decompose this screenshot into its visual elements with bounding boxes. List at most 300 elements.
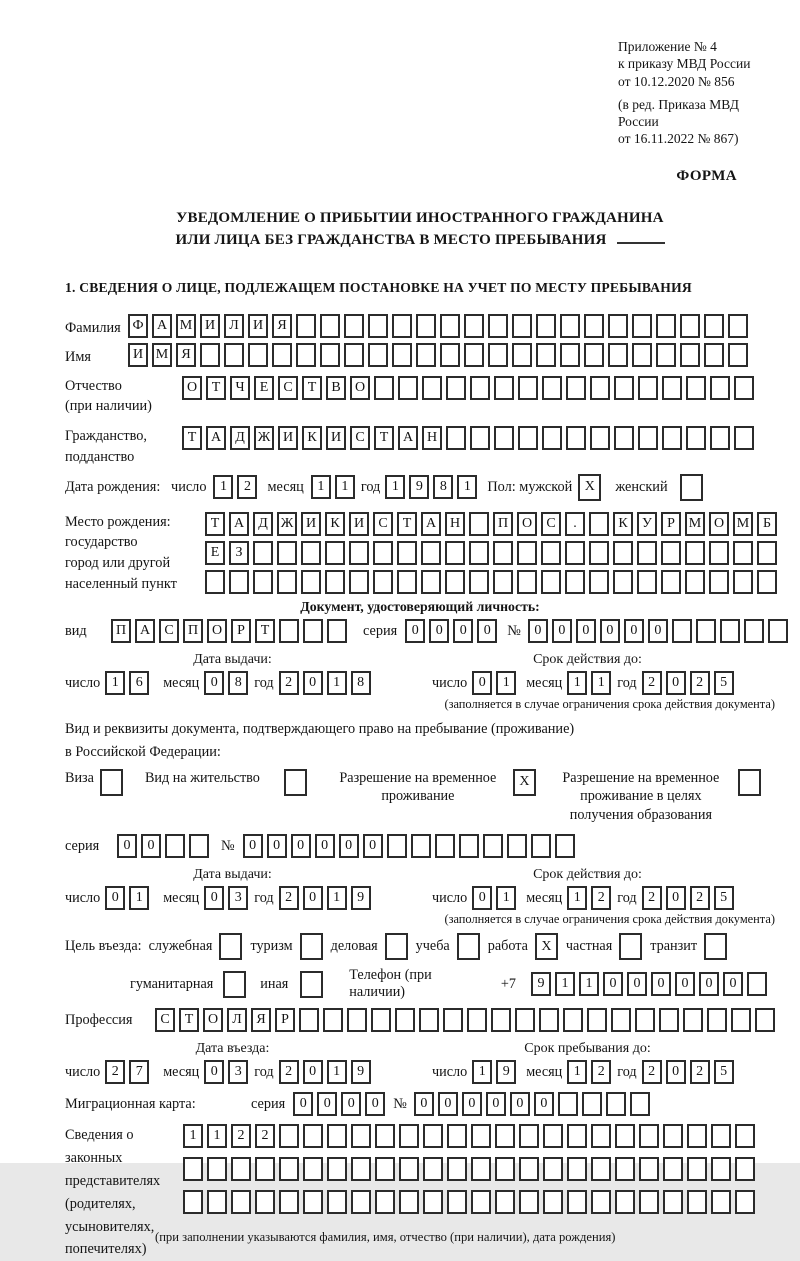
char-cell[interactable]: 1 bbox=[555, 972, 575, 996]
char-cell[interactable]: 0 bbox=[600, 619, 620, 643]
char-cell[interactable]: 2 bbox=[642, 671, 662, 695]
char-cell[interactable] bbox=[279, 1157, 299, 1181]
char-cell[interactable] bbox=[584, 343, 604, 367]
char-cell[interactable] bbox=[277, 541, 297, 565]
char-cell[interactable]: 0 bbox=[472, 886, 492, 910]
char-cell[interactable]: Я bbox=[272, 314, 292, 338]
char-cell[interactable]: 0 bbox=[648, 619, 668, 643]
char-cell[interactable]: 0 bbox=[666, 886, 686, 910]
char-cell[interactable] bbox=[488, 343, 508, 367]
char-cell[interactable]: 9 bbox=[409, 475, 429, 499]
char-cell[interactable] bbox=[662, 376, 682, 400]
char-cell[interactable] bbox=[656, 343, 676, 367]
char-cell[interactable]: 1 bbox=[567, 886, 587, 910]
char-cell[interactable]: К bbox=[325, 512, 345, 536]
char-cell[interactable] bbox=[518, 376, 538, 400]
checkbox-cell[interactable] bbox=[385, 933, 408, 960]
char-cell[interactable]: 9 bbox=[351, 886, 371, 910]
char-cell[interactable]: 0 bbox=[405, 619, 425, 643]
char-cell[interactable] bbox=[447, 1157, 467, 1181]
char-cell[interactable] bbox=[493, 541, 513, 565]
char-cell[interactable] bbox=[768, 619, 788, 643]
char-cell[interactable] bbox=[519, 1157, 539, 1181]
char-cell[interactable] bbox=[565, 570, 585, 594]
char-cell[interactable]: 0 bbox=[486, 1092, 506, 1116]
char-cell[interactable] bbox=[536, 314, 556, 338]
char-cell[interactable]: С bbox=[350, 426, 370, 450]
char-cell[interactable] bbox=[435, 834, 455, 858]
char-cell[interactable] bbox=[615, 1157, 635, 1181]
char-cell[interactable]: 0 bbox=[477, 619, 497, 643]
char-cell[interactable]: С bbox=[373, 512, 393, 536]
char-cell[interactable] bbox=[443, 1008, 463, 1032]
char-cell[interactable] bbox=[447, 1124, 467, 1148]
char-cell[interactable]: 1 bbox=[327, 1060, 347, 1084]
char-cell[interactable]: 1 bbox=[591, 671, 611, 695]
char-cell[interactable]: И bbox=[326, 426, 346, 450]
char-cell[interactable]: 0 bbox=[267, 834, 287, 858]
char-cell[interactable] bbox=[464, 343, 484, 367]
char-cell[interactable] bbox=[639, 1124, 659, 1148]
char-cell[interactable] bbox=[543, 1190, 563, 1214]
char-cell[interactable] bbox=[423, 1157, 443, 1181]
char-cell[interactable]: П bbox=[493, 512, 513, 536]
checkbox-cell[interactable] bbox=[457, 933, 480, 960]
char-cell[interactable] bbox=[470, 376, 490, 400]
char-cell[interactable] bbox=[663, 1124, 683, 1148]
char-cell[interactable]: 0 bbox=[363, 834, 383, 858]
char-cell[interactable]: Б bbox=[757, 512, 777, 536]
char-cell[interactable] bbox=[531, 834, 551, 858]
char-cell[interactable]: 0 bbox=[141, 834, 161, 858]
char-cell[interactable]: 0 bbox=[462, 1092, 482, 1116]
char-cell[interactable]: 8 bbox=[433, 475, 453, 499]
char-cell[interactable]: 1 bbox=[207, 1124, 227, 1148]
checkbox-cell[interactable] bbox=[100, 769, 123, 796]
char-cell[interactable]: Т bbox=[179, 1008, 199, 1032]
char-cell[interactable]: 9 bbox=[351, 1060, 371, 1084]
char-cell[interactable] bbox=[589, 570, 609, 594]
char-cell[interactable]: У bbox=[637, 512, 657, 536]
char-cell[interactable] bbox=[659, 1008, 679, 1032]
char-cell[interactable] bbox=[399, 1190, 419, 1214]
char-cell[interactable]: О bbox=[709, 512, 729, 536]
char-cell[interactable] bbox=[296, 343, 316, 367]
char-cell[interactable] bbox=[686, 376, 706, 400]
char-cell[interactable] bbox=[683, 1008, 703, 1032]
char-cell[interactable] bbox=[720, 619, 740, 643]
char-cell[interactable]: 2 bbox=[255, 1124, 275, 1148]
char-cell[interactable]: Т bbox=[302, 376, 322, 400]
char-cell[interactable] bbox=[303, 619, 323, 643]
char-cell[interactable] bbox=[327, 1124, 347, 1148]
char-cell[interactable]: 0 bbox=[317, 1092, 337, 1116]
char-cell[interactable] bbox=[614, 376, 634, 400]
char-cell[interactable] bbox=[399, 1157, 419, 1181]
char-cell[interactable] bbox=[447, 1190, 467, 1214]
char-cell[interactable] bbox=[747, 972, 767, 996]
char-cell[interactable] bbox=[589, 512, 609, 536]
char-cell[interactable] bbox=[183, 1157, 203, 1181]
checkbox-cell[interactable]: X bbox=[535, 933, 558, 960]
char-cell[interactable] bbox=[398, 376, 418, 400]
char-cell[interactable] bbox=[344, 314, 364, 338]
char-cell[interactable] bbox=[744, 619, 764, 643]
char-cell[interactable] bbox=[680, 343, 700, 367]
char-cell[interactable]: В bbox=[326, 376, 346, 400]
char-cell[interactable] bbox=[419, 1008, 439, 1032]
char-cell[interactable]: 5 bbox=[714, 1060, 734, 1084]
char-cell[interactable]: Т bbox=[374, 426, 394, 450]
char-cell[interactable] bbox=[707, 1008, 727, 1032]
char-cell[interactable] bbox=[517, 570, 537, 594]
char-cell[interactable]: Л bbox=[227, 1008, 247, 1032]
char-cell[interactable] bbox=[560, 343, 580, 367]
char-cell[interactable] bbox=[459, 834, 479, 858]
char-cell[interactable]: Р bbox=[231, 619, 251, 643]
char-cell[interactable]: С bbox=[155, 1008, 175, 1032]
char-cell[interactable] bbox=[470, 426, 490, 450]
char-cell[interactable] bbox=[327, 619, 347, 643]
char-cell[interactable]: 2 bbox=[642, 1060, 662, 1084]
char-cell[interactable] bbox=[733, 570, 753, 594]
char-cell[interactable] bbox=[494, 426, 514, 450]
char-cell[interactable] bbox=[711, 1124, 731, 1148]
char-cell[interactable] bbox=[704, 314, 724, 338]
char-cell[interactable] bbox=[207, 1157, 227, 1181]
char-cell[interactable] bbox=[301, 570, 321, 594]
char-cell[interactable] bbox=[368, 343, 388, 367]
char-cell[interactable] bbox=[253, 541, 273, 565]
char-cell[interactable]: 0 bbox=[627, 972, 647, 996]
char-cell[interactable] bbox=[711, 1190, 731, 1214]
char-cell[interactable] bbox=[421, 541, 441, 565]
char-cell[interactable]: 1 bbox=[335, 475, 355, 499]
char-cell[interactable]: Ф bbox=[128, 314, 148, 338]
char-cell[interactable]: 0 bbox=[243, 834, 263, 858]
char-cell[interactable]: 2 bbox=[279, 886, 299, 910]
char-cell[interactable] bbox=[491, 1008, 511, 1032]
char-cell[interactable] bbox=[656, 314, 676, 338]
char-cell[interactable]: 2 bbox=[690, 671, 710, 695]
char-cell[interactable]: 0 bbox=[534, 1092, 554, 1116]
char-cell[interactable]: 0 bbox=[438, 1092, 458, 1116]
char-cell[interactable]: Е bbox=[254, 376, 274, 400]
char-cell[interactable] bbox=[639, 1157, 659, 1181]
char-cell[interactable]: Ж bbox=[277, 512, 297, 536]
char-cell[interactable] bbox=[469, 541, 489, 565]
char-cell[interactable] bbox=[632, 343, 652, 367]
char-cell[interactable]: 0 bbox=[603, 972, 623, 996]
char-cell[interactable]: О bbox=[207, 619, 227, 643]
char-cell[interactable]: . bbox=[565, 512, 585, 536]
char-cell[interactable] bbox=[662, 426, 682, 450]
char-cell[interactable] bbox=[734, 376, 754, 400]
char-cell[interactable] bbox=[755, 1008, 775, 1032]
char-cell[interactable] bbox=[637, 541, 657, 565]
char-cell[interactable] bbox=[639, 1190, 659, 1214]
char-cell[interactable]: М bbox=[685, 512, 705, 536]
char-cell[interactable]: 1 bbox=[496, 671, 516, 695]
char-cell[interactable] bbox=[200, 343, 220, 367]
char-cell[interactable] bbox=[558, 1092, 578, 1116]
char-cell[interactable] bbox=[320, 343, 340, 367]
char-cell[interactable]: 7 bbox=[129, 1060, 149, 1084]
char-cell[interactable]: Р bbox=[275, 1008, 295, 1032]
char-cell[interactable] bbox=[416, 343, 436, 367]
char-cell[interactable]: 1 bbox=[496, 886, 516, 910]
char-cell[interactable] bbox=[471, 1157, 491, 1181]
char-cell[interactable]: 0 bbox=[303, 671, 323, 695]
char-cell[interactable] bbox=[638, 426, 658, 450]
char-cell[interactable] bbox=[421, 570, 441, 594]
char-cell[interactable] bbox=[303, 1190, 323, 1214]
char-cell[interactable] bbox=[587, 1008, 607, 1032]
checkbox-cell[interactable] bbox=[680, 474, 703, 501]
char-cell[interactable]: Я bbox=[251, 1008, 271, 1032]
char-cell[interactable]: 0 bbox=[453, 619, 473, 643]
char-cell[interactable] bbox=[709, 570, 729, 594]
char-cell[interactable]: 1 bbox=[327, 671, 347, 695]
char-cell[interactable] bbox=[375, 1157, 395, 1181]
char-cell[interactable] bbox=[229, 570, 249, 594]
char-cell[interactable]: 1 bbox=[385, 475, 405, 499]
char-cell[interactable] bbox=[517, 541, 537, 565]
char-cell[interactable]: Д bbox=[253, 512, 273, 536]
char-cell[interactable]: 5 bbox=[714, 671, 734, 695]
char-cell[interactable] bbox=[515, 1008, 535, 1032]
char-cell[interactable] bbox=[375, 1124, 395, 1148]
char-cell[interactable] bbox=[512, 314, 532, 338]
char-cell[interactable]: А bbox=[229, 512, 249, 536]
char-cell[interactable] bbox=[411, 834, 431, 858]
char-cell[interactable] bbox=[467, 1008, 487, 1032]
char-cell[interactable]: 0 bbox=[666, 671, 686, 695]
char-cell[interactable]: 2 bbox=[690, 886, 710, 910]
char-cell[interactable] bbox=[711, 1157, 731, 1181]
char-cell[interactable] bbox=[422, 376, 442, 400]
char-cell[interactable]: 0 bbox=[291, 834, 311, 858]
char-cell[interactable] bbox=[734, 426, 754, 450]
char-cell[interactable] bbox=[469, 512, 489, 536]
char-cell[interactable]: Н bbox=[422, 426, 442, 450]
char-cell[interactable]: 0 bbox=[472, 671, 492, 695]
char-cell[interactable] bbox=[590, 426, 610, 450]
char-cell[interactable]: 8 bbox=[351, 671, 371, 695]
char-cell[interactable] bbox=[397, 541, 417, 565]
char-cell[interactable] bbox=[606, 1092, 626, 1116]
char-cell[interactable] bbox=[687, 1124, 707, 1148]
char-cell[interactable] bbox=[541, 570, 561, 594]
char-cell[interactable] bbox=[296, 314, 316, 338]
char-cell[interactable] bbox=[710, 376, 730, 400]
char-cell[interactable]: Д bbox=[230, 426, 250, 450]
char-cell[interactable]: 0 bbox=[365, 1092, 385, 1116]
char-cell[interactable] bbox=[231, 1190, 251, 1214]
char-cell[interactable] bbox=[542, 426, 562, 450]
char-cell[interactable] bbox=[279, 1124, 299, 1148]
char-cell[interactable] bbox=[253, 570, 273, 594]
char-cell[interactable] bbox=[351, 1124, 371, 1148]
char-cell[interactable]: О bbox=[350, 376, 370, 400]
char-cell[interactable] bbox=[327, 1190, 347, 1214]
char-cell[interactable]: О bbox=[182, 376, 202, 400]
char-cell[interactable] bbox=[696, 619, 716, 643]
checkbox-cell[interactable] bbox=[738, 769, 761, 796]
char-cell[interactable]: 0 bbox=[666, 1060, 686, 1084]
char-cell[interactable] bbox=[543, 1124, 563, 1148]
char-cell[interactable] bbox=[611, 1008, 631, 1032]
char-cell[interactable] bbox=[325, 570, 345, 594]
char-cell[interactable] bbox=[567, 1124, 587, 1148]
char-cell[interactable] bbox=[541, 541, 561, 565]
char-cell[interactable] bbox=[272, 343, 292, 367]
char-cell[interactable]: К bbox=[302, 426, 322, 450]
char-cell[interactable] bbox=[680, 314, 700, 338]
char-cell[interactable]: А bbox=[152, 314, 172, 338]
char-cell[interactable] bbox=[519, 1190, 539, 1214]
char-cell[interactable] bbox=[207, 1190, 227, 1214]
char-cell[interactable] bbox=[685, 570, 705, 594]
char-cell[interactable]: Т bbox=[206, 376, 226, 400]
char-cell[interactable]: Н bbox=[445, 512, 465, 536]
char-cell[interactable] bbox=[663, 1157, 683, 1181]
char-cell[interactable]: 0 bbox=[204, 1060, 224, 1084]
checkbox-cell[interactable] bbox=[284, 769, 307, 796]
checkbox-cell[interactable] bbox=[704, 933, 727, 960]
char-cell[interactable]: 0 bbox=[315, 834, 335, 858]
char-cell[interactable] bbox=[165, 834, 185, 858]
char-cell[interactable]: Т bbox=[182, 426, 202, 450]
char-cell[interactable] bbox=[582, 1092, 602, 1116]
char-cell[interactable] bbox=[371, 1008, 391, 1032]
char-cell[interactable] bbox=[320, 314, 340, 338]
char-cell[interactable] bbox=[464, 314, 484, 338]
char-cell[interactable]: 2 bbox=[279, 671, 299, 695]
char-cell[interactable]: 0 bbox=[204, 886, 224, 910]
char-cell[interactable]: 0 bbox=[414, 1092, 434, 1116]
char-cell[interactable] bbox=[613, 570, 633, 594]
char-cell[interactable] bbox=[299, 1008, 319, 1032]
char-cell[interactable] bbox=[303, 1124, 323, 1148]
char-cell[interactable] bbox=[279, 619, 299, 643]
char-cell[interactable] bbox=[661, 570, 681, 594]
char-cell[interactable] bbox=[735, 1124, 755, 1148]
char-cell[interactable]: И bbox=[349, 512, 369, 536]
char-cell[interactable]: 2 bbox=[591, 1060, 611, 1084]
char-cell[interactable] bbox=[445, 541, 465, 565]
char-cell[interactable]: 0 bbox=[576, 619, 596, 643]
char-cell[interactable] bbox=[471, 1124, 491, 1148]
char-cell[interactable] bbox=[423, 1124, 443, 1148]
char-cell[interactable]: 0 bbox=[699, 972, 719, 996]
char-cell[interactable] bbox=[349, 541, 369, 565]
char-cell[interactable] bbox=[565, 541, 585, 565]
char-cell[interactable] bbox=[231, 1157, 251, 1181]
char-cell[interactable] bbox=[687, 1157, 707, 1181]
char-cell[interactable] bbox=[542, 376, 562, 400]
char-cell[interactable] bbox=[351, 1190, 371, 1214]
char-cell[interactable] bbox=[301, 541, 321, 565]
char-cell[interactable] bbox=[440, 314, 460, 338]
char-cell[interactable] bbox=[735, 1190, 755, 1214]
char-cell[interactable]: 1 bbox=[129, 886, 149, 910]
char-cell[interactable]: 0 bbox=[528, 619, 548, 643]
char-cell[interactable] bbox=[277, 570, 297, 594]
char-cell[interactable]: С bbox=[278, 376, 298, 400]
char-cell[interactable]: И bbox=[248, 314, 268, 338]
checkbox-cell[interactable]: X bbox=[578, 474, 601, 501]
char-cell[interactable]: 1 bbox=[213, 475, 233, 499]
char-cell[interactable]: 0 bbox=[510, 1092, 530, 1116]
char-cell[interactable] bbox=[555, 834, 575, 858]
char-cell[interactable]: М bbox=[176, 314, 196, 338]
char-cell[interactable]: П bbox=[111, 619, 131, 643]
char-cell[interactable] bbox=[303, 1157, 323, 1181]
char-cell[interactable] bbox=[757, 541, 777, 565]
char-cell[interactable] bbox=[493, 570, 513, 594]
char-cell[interactable] bbox=[189, 834, 209, 858]
char-cell[interactable] bbox=[351, 1157, 371, 1181]
char-cell[interactable]: 1 bbox=[457, 475, 477, 499]
char-cell[interactable] bbox=[224, 343, 244, 367]
char-cell[interactable]: 9 bbox=[531, 972, 551, 996]
char-cell[interactable] bbox=[733, 541, 753, 565]
char-cell[interactable]: 2 bbox=[237, 475, 257, 499]
char-cell[interactable] bbox=[637, 570, 657, 594]
char-cell[interactable] bbox=[710, 426, 730, 450]
char-cell[interactable] bbox=[536, 343, 556, 367]
char-cell[interactable]: 3 bbox=[228, 1060, 248, 1084]
char-cell[interactable]: 3 bbox=[228, 886, 248, 910]
char-cell[interactable] bbox=[613, 541, 633, 565]
char-cell[interactable]: Я bbox=[176, 343, 196, 367]
char-cell[interactable]: 1 bbox=[183, 1124, 203, 1148]
char-cell[interactable] bbox=[440, 343, 460, 367]
char-cell[interactable] bbox=[494, 376, 514, 400]
char-cell[interactable]: А bbox=[421, 512, 441, 536]
char-cell[interactable] bbox=[471, 1190, 491, 1214]
char-cell[interactable] bbox=[512, 343, 532, 367]
char-cell[interactable] bbox=[446, 426, 466, 450]
char-cell[interactable]: 1 bbox=[105, 671, 125, 695]
char-cell[interactable] bbox=[327, 1157, 347, 1181]
checkbox-cell[interactable] bbox=[619, 933, 642, 960]
char-cell[interactable] bbox=[373, 570, 393, 594]
char-cell[interactable]: 0 bbox=[339, 834, 359, 858]
char-cell[interactable]: 1 bbox=[579, 972, 599, 996]
char-cell[interactable]: Р bbox=[661, 512, 681, 536]
char-cell[interactable] bbox=[495, 1157, 515, 1181]
char-cell[interactable]: 0 bbox=[651, 972, 671, 996]
char-cell[interactable]: 0 bbox=[204, 671, 224, 695]
char-cell[interactable] bbox=[685, 541, 705, 565]
char-cell[interactable] bbox=[397, 570, 417, 594]
char-cell[interactable] bbox=[423, 1190, 443, 1214]
char-cell[interactable] bbox=[608, 343, 628, 367]
char-cell[interactable]: 0 bbox=[117, 834, 137, 858]
char-cell[interactable]: 2 bbox=[642, 886, 662, 910]
char-cell[interactable]: П bbox=[183, 619, 203, 643]
checkbox-cell[interactable] bbox=[219, 933, 242, 960]
char-cell[interactable]: 9 bbox=[496, 1060, 516, 1084]
char-cell[interactable]: С bbox=[159, 619, 179, 643]
char-cell[interactable]: 2 bbox=[279, 1060, 299, 1084]
char-cell[interactable]: 5 bbox=[714, 886, 734, 910]
char-cell[interactable]: 0 bbox=[624, 619, 644, 643]
char-cell[interactable] bbox=[567, 1157, 587, 1181]
char-cell[interactable]: З bbox=[229, 541, 249, 565]
